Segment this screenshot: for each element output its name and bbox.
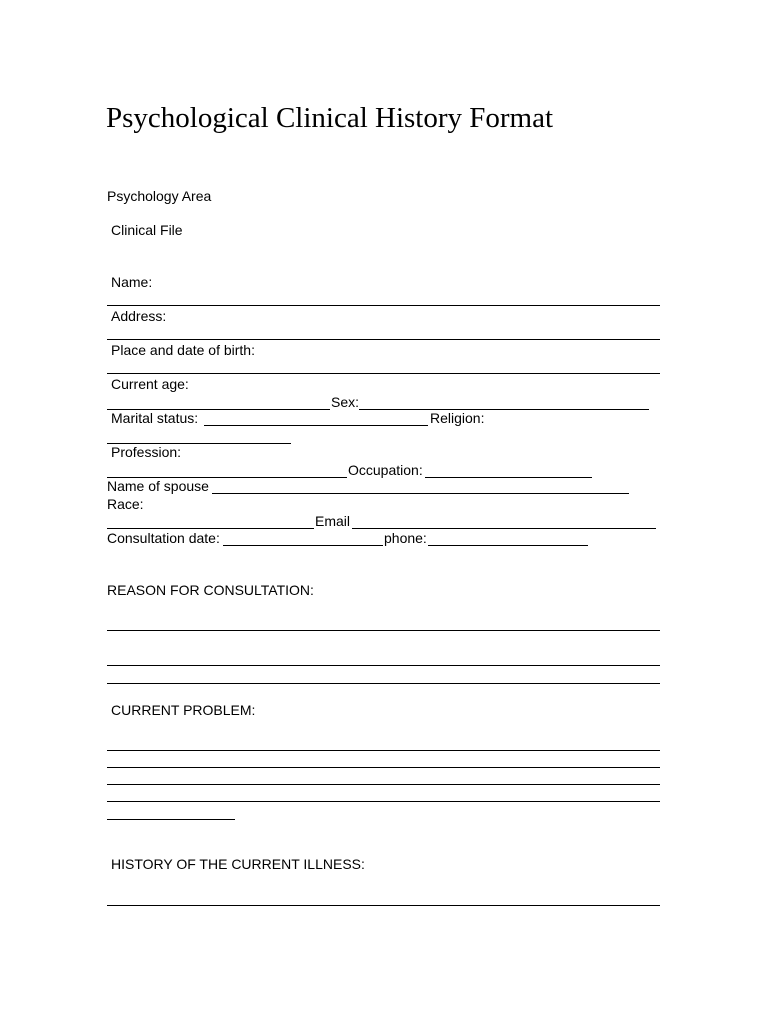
reason-line[interactable] [107,665,660,666]
current-problem-line[interactable] [107,784,660,785]
place-birth-input-line[interactable] [107,373,660,374]
document-title: Psychological Clinical History Format [106,102,554,134]
profession-label: Profession: [111,444,182,460]
current-problem-heading: CURRENT PROBLEM: [111,702,256,718]
name-input-line[interactable] [107,305,660,306]
occupation-input-line[interactable] [425,477,592,478]
place-birth-label: Place and date of birth: [111,342,255,358]
consultation-date-input-line[interactable] [223,545,383,546]
occupation-label: Occupation: [348,462,423,478]
area-label: Psychology Area [107,188,212,204]
religion-label: Religion: [430,410,485,426]
reason-line[interactable] [107,683,660,684]
spouse-label: Name of spouse [107,478,209,494]
current-age-label: Current age: [111,376,189,392]
race-label: Race: [107,496,144,512]
address-input-line[interactable] [107,339,660,340]
sex-label: Sex: [331,394,360,410]
history-heading: HISTORY OF THE CURRENT ILLNESS: [111,856,365,872]
phone-input-line[interactable] [428,545,588,546]
marital-status-label: Marital status: [111,410,199,426]
email-label: Email [315,513,351,529]
current-problem-line[interactable] [107,819,235,820]
phone-label: phone: [384,530,427,546]
reason-heading: REASON FOR CONSULTATION: [107,582,314,598]
history-line[interactable] [107,905,660,906]
consultation-date-label: Consultation date: [107,530,220,546]
address-label: Address: [111,308,167,324]
clinical-file-label: Clinical File [111,222,183,238]
current-problem-line[interactable] [107,750,660,751]
current-problem-line[interactable] [107,801,660,802]
marital-status-input-line[interactable] [204,425,428,426]
reason-line[interactable] [107,630,660,631]
name-label: Name: [111,274,153,290]
spouse-input-line[interactable] [212,493,629,494]
sex-input-line[interactable] [359,409,649,410]
current-problem-line[interactable] [107,767,660,768]
